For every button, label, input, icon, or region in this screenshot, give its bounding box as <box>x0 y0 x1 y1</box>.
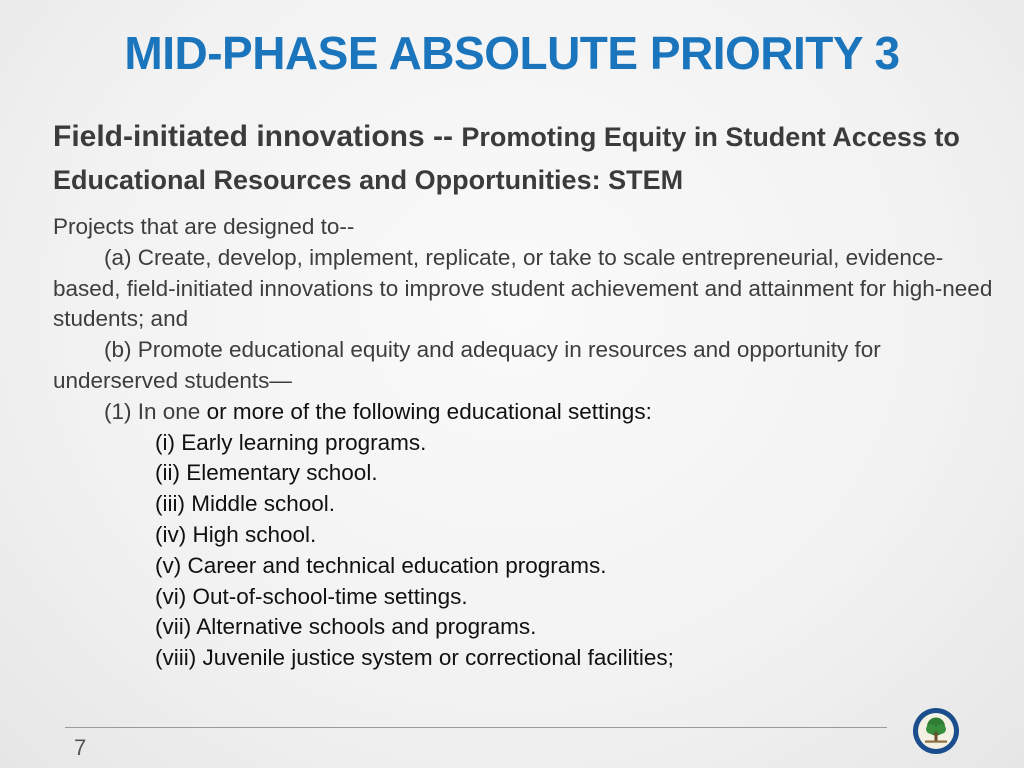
setting-item: (iii) Middle school. <box>155 491 336 517</box>
setting-item: (vi) Out-of-school-time settings. <box>155 583 468 609</box>
item-a-rest: evidence-based, field-initiated innovations to improve student achievement and attainment for high-need students; and <box>53 244 993 332</box>
setting-rest: or more of the following educational settings: <box>200 398 652 424</box>
setting-prefix: (1) In one <box>104 398 201 424</box>
subtitle-topic: Promoting Equity in Student Access to Educational Resources and Opportunities: STEM <box>53 122 960 195</box>
setting-item: (vii) Alternative schools and programs. <box>155 614 537 640</box>
setting-intro <box>53 397 993 428</box>
seal-ground <box>925 741 947 743</box>
setting-item: (i) Early learning programs. <box>155 429 427 455</box>
setting-item: (viii) Juvenile justice system or correctional facilities; <box>155 645 674 671</box>
slide-subtitle <box>53 117 983 204</box>
intro-text: Projects that are designed to-- <box>53 214 355 239</box>
slide-title: MID-PHASE ABSOLUTE PRIORITY 3 <box>124 27 900 79</box>
department-seal-logo <box>912 707 960 755</box>
priority-body <box>53 212 993 674</box>
page-number: 7 <box>74 735 87 760</box>
seal-tree-trunk <box>935 732 938 741</box>
item-a-first-line: (a) Create, develop, implement, replicate, or take to scale entrepreneurial, <box>104 244 840 270</box>
setting-item: (iv) High school. <box>155 521 317 547</box>
item-b <box>53 335 993 397</box>
subtitle-lead: Field-initiated innovations -- <box>53 120 462 153</box>
item-b-first-line: (b) Promote educational equity and adequacy in resources and opportunity <box>104 337 849 363</box>
setting-item: (ii) Elementary school. <box>155 460 378 486</box>
item-a <box>53 243 993 335</box>
footer-divider <box>65 727 887 728</box>
setting-item: (v) Career and technical education programs. <box>155 552 607 578</box>
item-b-rest: for underserved students— <box>53 337 881 393</box>
